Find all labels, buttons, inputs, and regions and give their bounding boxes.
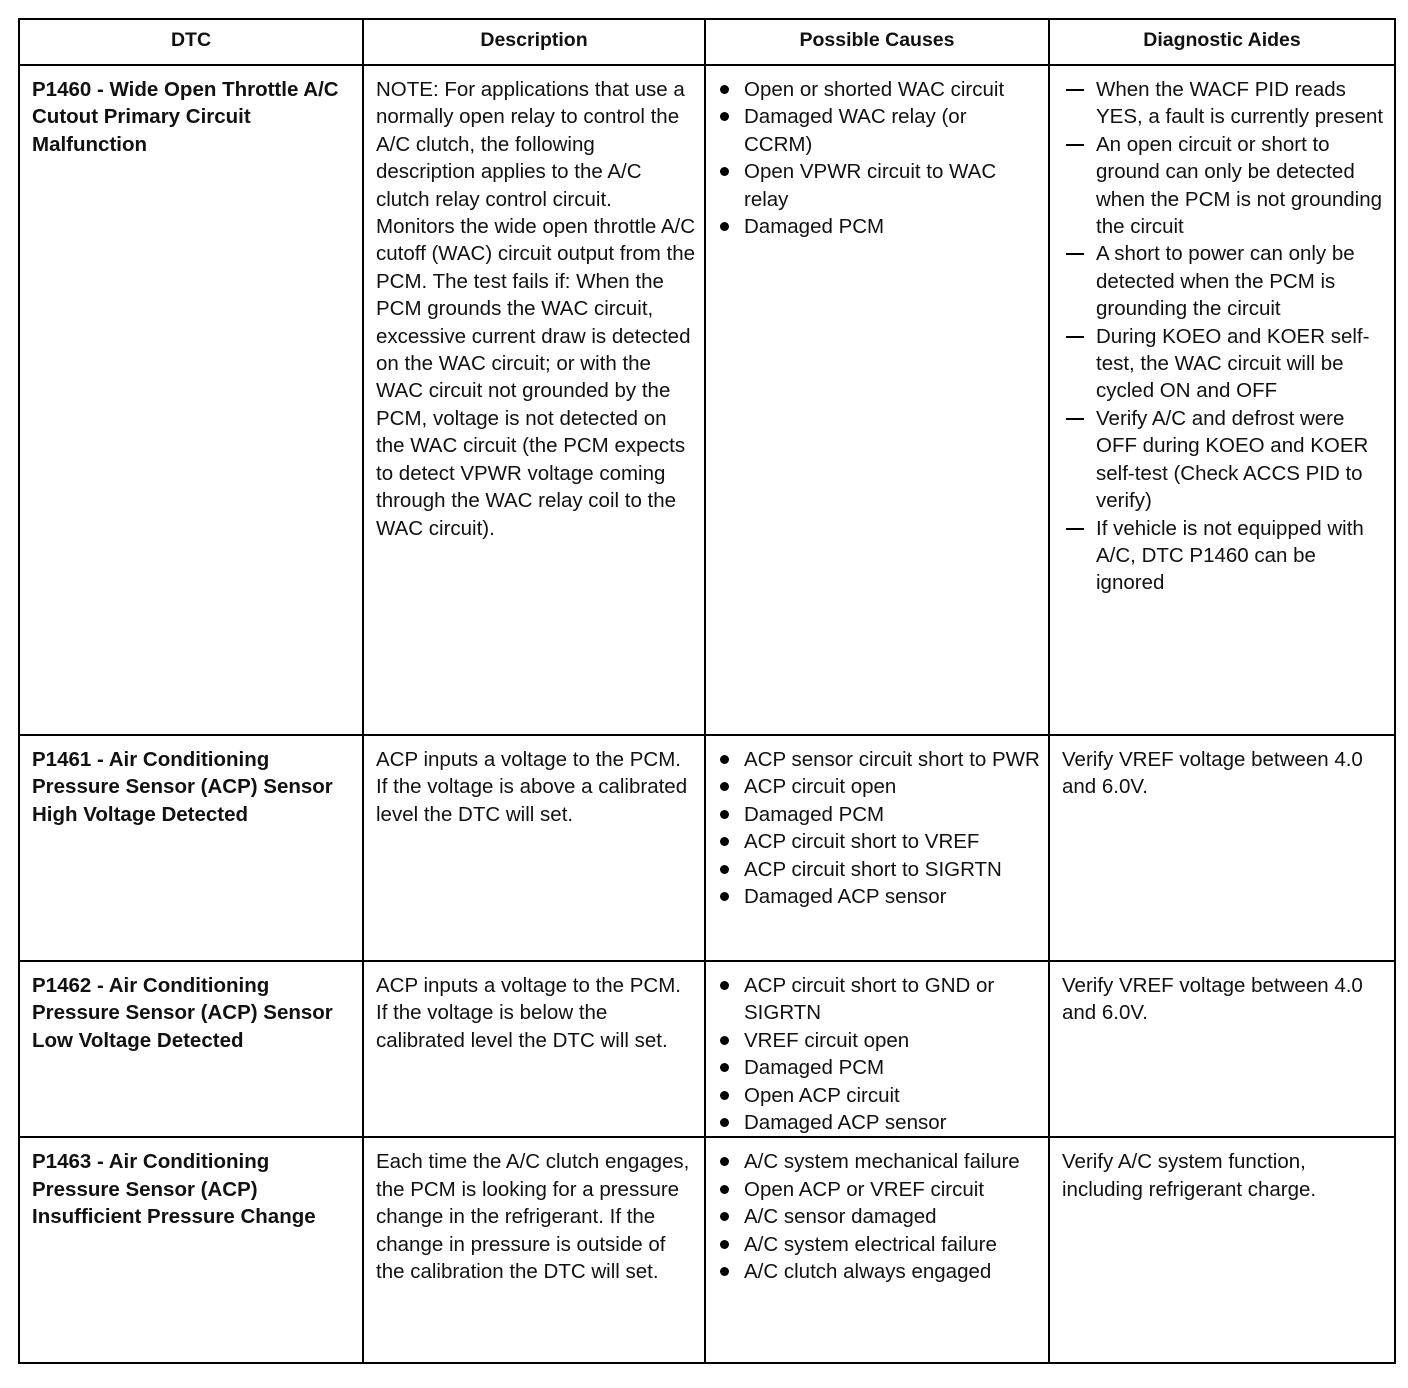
cause-item: A/C clutch always engaged [718, 1258, 1040, 1285]
cause-item: Open ACP or VREF circuit [718, 1176, 1040, 1203]
description-cell: NOTE: For applications that use a normally open relay to control the A/C clutch, the following description applies to the A/C clutch relay control circuit. Monitors the wide open throttle A/C cutoff (WAC) circuit output from the PCM. The test fails if: When the PCM grounds the WAC circuit, excessive current draw is detected on the WAC circuit; or with the WAC circuit not grounded by the PCM, voltage is not detected on the WAC circuit (the PCM expects to detect VPWR voltage coming through the WAC relay coil to the WAC circuit). [363, 65, 705, 735]
cause-item: Damaged WAC relay (or CCRM) [718, 103, 1040, 158]
cause-item: Open or shorted WAC circuit [718, 76, 1040, 103]
cause-item: Open VPWR circuit to WAC relay [718, 158, 1040, 213]
table-header-row [19, 19, 1395, 65]
cause-item: ACP sensor circuit short to PWR [718, 746, 1040, 773]
header-possible-causes: Possible Causes [705, 19, 1049, 65]
cause-item: Damaged PCM [718, 213, 1040, 240]
header-description: Description [363, 19, 705, 65]
cause-item: Damaged PCM [718, 1054, 1040, 1081]
cause-item: VREF circuit open [718, 1027, 1040, 1054]
description-cell: ACP inputs a voltage to the PCM. If the voltage is above a calibrated level the DTC will set. [363, 735, 705, 961]
aides-cell: Verify VREF voltage between 4.0 and 6.0V. [1049, 735, 1395, 961]
causes-list [718, 76, 1040, 240]
causes-list [718, 972, 1040, 1136]
aide-item: Verify A/C and defrost were OFF during KOEO and KOER self-test (Check ACCS PID to verify) [1062, 405, 1386, 515]
causes-cell [705, 735, 1049, 961]
dtc-code-cell: P1463 - Air Conditioning Pressure Sensor (ACP) Insufficient Pressure Change [19, 1137, 363, 1363]
cause-item: Damaged PCM [718, 801, 1040, 828]
table-row [19, 65, 1395, 735]
aides-cell [1049, 65, 1395, 735]
header-dtc: DTC [19, 19, 363, 65]
cause-item: ACP circuit short to VREF [718, 828, 1040, 855]
causes-cell [705, 65, 1049, 735]
aide-item: When the WACF PID reads YES, a fault is currently present [1062, 76, 1386, 131]
aide-item: An open circuit or short to ground can only be detected when the PCM is not grounding the circuit [1062, 131, 1386, 241]
aide-item: A short to power can only be detected when the PCM is grounding the circuit [1062, 240, 1386, 322]
cause-item: A/C system mechanical failure [718, 1148, 1040, 1175]
aides-list [1062, 76, 1386, 597]
dtc-table [18, 18, 1396, 1364]
causes-list [718, 746, 1040, 910]
causes-cell [705, 1137, 1049, 1363]
aides-cell: Verify VREF voltage between 4.0 and 6.0V. [1049, 961, 1395, 1137]
dtc-code-cell: P1462 - Air Conditioning Pressure Sensor (ACP) Sensor Low Voltage Detected [19, 961, 363, 1137]
aide-item: During KOEO and KOER self-test, the WAC circuit will be cycled ON and OFF [1062, 323, 1386, 405]
cause-item: A/C sensor damaged [718, 1203, 1040, 1230]
cause-item: ACP circuit short to SIGRTN [718, 856, 1040, 883]
aides-cell: Verify A/C system function, including refrigerant charge. [1049, 1137, 1395, 1363]
description-cell: ACP inputs a voltage to the PCM. If the voltage is below the calibrated level the DTC will set. [363, 961, 705, 1137]
description-cell: Each time the A/C clutch engages, the PCM is looking for a pressure change in the refrigerant. If the change in pressure is outside of the calibration the DTC will set. [363, 1137, 705, 1363]
table-row [19, 961, 1395, 1137]
cause-item: A/C system electrical failure [718, 1231, 1040, 1258]
cause-item: Damaged ACP sensor [718, 883, 1040, 910]
cause-item: ACP circuit open [718, 773, 1040, 800]
cause-item: Open ACP circuit [718, 1082, 1040, 1109]
causes-list [718, 1148, 1040, 1285]
header-diagnostic-aides: Diagnostic Aides [1049, 19, 1395, 65]
dtc-code-cell: P1461 - Air Conditioning Pressure Sensor (ACP) Sensor High Voltage Detected [19, 735, 363, 961]
causes-cell [705, 961, 1049, 1137]
dtc-code-cell: P1460 - Wide Open Throttle A/C Cutout Primary Circuit Malfunction [19, 65, 363, 735]
cause-item: ACP circuit short to GND or SIGRTN [718, 972, 1040, 1027]
dtc-table-container [18, 18, 1394, 1364]
cause-item: Damaged ACP sensor [718, 1109, 1040, 1136]
table-row [19, 735, 1395, 961]
aide-item: If vehicle is not equipped with A/C, DTC P1460 can be ignored [1062, 515, 1386, 597]
table-row [19, 1137, 1395, 1363]
